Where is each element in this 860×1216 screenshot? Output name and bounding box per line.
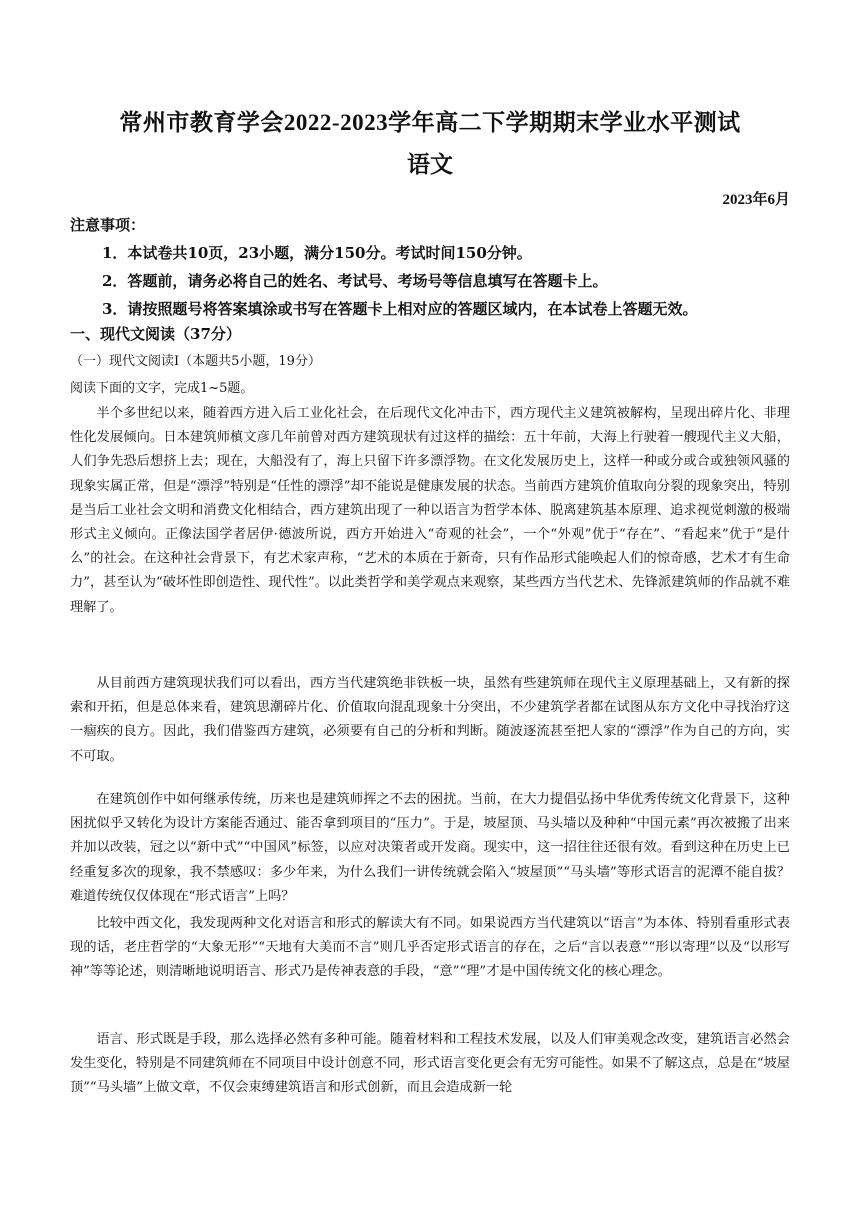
exam-title: 常州市教育学会2022-2023学年高二下学期期末学业水平测试 — [119, 110, 741, 135]
subject-title: 语文 — [407, 152, 453, 177]
passage-paragraph: 半个多世纪以来，随着西方进入后工业化社会，在后现代文化冲击下，西方现代主义建筑被解构，呈现出碎片化、非理性化发展倾向。日本建筑师槙文彦几年前曾对西方建筑现状有过这样的描绘：五十年前，大海上行驶着一艘现代主义大船，人们争先恐后想挤上去；现在，大船没有了，海上只留下许多漂浮物。在文化发展历史上，这样一种或分或合或独领风骚的现象实属正常，但是“漂浮”特别是“任性的漂浮”却不能说是健康发展的状态。当前西方建筑价值取向分裂的现象突出，特别是当后工业社会文明和消费文化相结合，西方建筑出现了一种以语言为哲学本体、脱离建筑基本原理、追求视觉刺激的极端形式主义倾向。正像法国学者居伊·德波所说，西方开始进入“奇观的社会”，一个“外观”优于“存在”、“看起来”优于“是什么”的社会。在这种社会背景下，有艺术家声称，“艺术的本质在于新奇，只有作品形式能唤起人们的惊奇感，艺术才有生命力”，甚至认为“破坏性即创造性、现代性”。以此类哲学和美学观点来观察，某些西方当代艺术、先锋派建筑师的作品就不难理解了。 — [70, 406, 790, 615]
notice-heading: 注意事项： — [70, 216, 146, 234]
notice-item: 3．请按照题号将答案填涂或书写在答题卡上相对应的答题区域内，在本试卷上答题无效。 — [102, 300, 698, 318]
notice-item: 1．本试卷共10页，23小题，满分150分。考试时间150分钟。 — [102, 244, 532, 262]
passage-paragraph: 比较中西文化，我发现两种文化对语言和形式的解读大有不同。如果说西方当代建筑以“语言”为本体、特别看重形式表现的话，老庄哲学的“大象无形”“天地有大美而不言”则几乎否定形式语言的存在，之后“言以表意”“形以寄理”以及“以形写神”等等论述，则清晰地说明语言、形式乃是传神表意的手段，“意”“理”才是中国传统文化的核心理念。 — [70, 916, 790, 980]
passage-paragraph: 语言、形式既是手段，那么选择必然有多种可能。随着材料和工程技术发展，以及人们审美观念改变，建筑语言必然会发生变化，特别是不同建筑师在不同项目中设计创意不同，形式语言变化更会有无穷可能性。如果不了解这点，总是在“坡屋顶”“马头墙”上做文章，不仅会束缚建筑语言和形式创新，而且会造成新一轮 — [70, 1032, 790, 1096]
section-subheading: （一）现代文阅读I（本题共5小题，19分） — [70, 354, 321, 369]
passage-paragraph: 在建筑创作中如何继承传统，历来也是建筑师挥之不去的困扰。当前，在大力提倡弘扬中华优秀传统文化背景下，这种困扰似乎又转化为设计方案能否通过、能否拿到项目的“压力”。于是，坡屋顶、马头墙以及种种“中国元素”再次被搬了出来并加以改装，冠之以“新中式”“中国风”标签，以应对决策者或开发商。现实中，这一招往往还很有效。看到这种在历史上已经重复多次的现象，我不禁感叹：多少年来，为什么我们一讲传统就会陷入“坡屋顶”“马头墙”等形式语言的泥潭不能自拔？难道传统仅仅体现在“形式语言”上吗？ — [70, 792, 790, 904]
section-heading: 一、现代文阅读（37分） — [70, 325, 241, 343]
notice-item: 2．答题前，请务必将自己的姓名、考试号、考场号等信息填写在答题卡上。 — [102, 272, 608, 290]
reading-instruction: 阅读下面的文字，完成1~5题。 — [70, 381, 254, 396]
exam-date: 2023年6月 — [722, 192, 790, 208]
passage-paragraph: 从目前西方建筑现状我们可以看出，西方当代建筑绝非铁板一块，虽然有些建筑师在现代主义原理基础上，又有新的探索和开拓，但是总体来看，建筑思潮碎片化、价值取向混乱现象十分突出，不少建筑学者都在试图从东方文化中寻找治疗这一痼疾的良方。因此，我们借鉴西方建筑，必须要有自己的分析和判断。随波逐流甚至把人家的“漂浮”作为自己的方向，实不可取。 — [70, 676, 790, 764]
